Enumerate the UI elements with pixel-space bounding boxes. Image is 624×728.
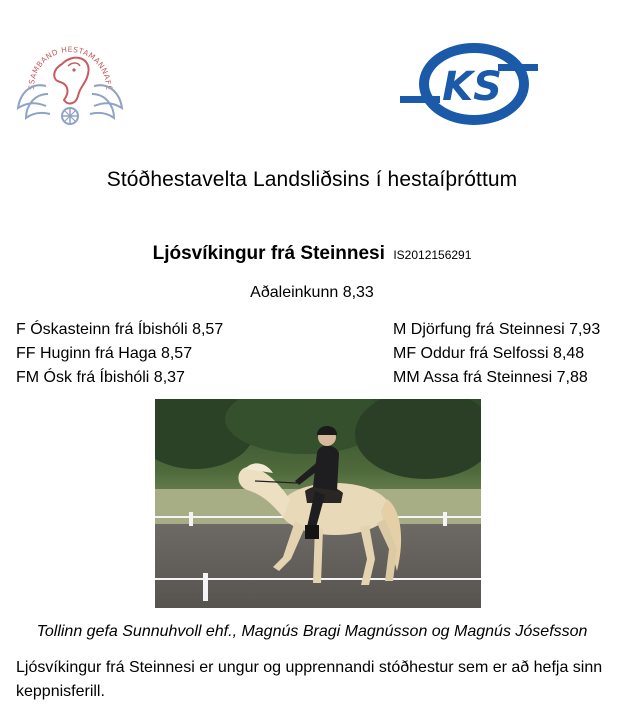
page-title: Stóðhestavelta Landsliðsins í hestaíþróttum: [106, 168, 518, 191]
seal-text: SSAMBAND HESTAMANNAFÉ: [26, 44, 114, 91]
horse-photo: [155, 399, 481, 608]
horse-heading: [0, 243, 624, 265]
horse-name: Ljósvíkingur frá Steinnesi: [152, 243, 385, 264]
pedigree-sire-side: [16, 318, 223, 390]
pedigree-dam-dam: MM Assa frá Steinnesi 7,88: [393, 369, 588, 386]
seal-icon: [12, 36, 128, 134]
pedigree-dam-sire: MF Oddur frá Selfossi 8,48: [393, 345, 585, 362]
pedigree-dam: M Djörfung frá Steinnesi 7,93: [393, 321, 601, 338]
pedigree-sire: F Óskasteinn frá Íbishóli 8,57: [16, 321, 224, 338]
ks-logo-text: KS: [442, 64, 502, 110]
ks-logo: [400, 42, 538, 126]
horse-description: Ljósvíkingur frá Steinnesi er ungur og upprennandi stóðhestur sem er að hefja sinn keppnisferill.: [16, 659, 603, 700]
horse-id: IS2012156291: [393, 248, 472, 262]
photo-caption: Tollinn gefa Sunnuhvoll ehf., Magnús Bragi Magnússon og Magnús Jósefsson: [36, 623, 588, 640]
pedigree-sire-dam: FM Ósk frá Íbishóli 8,37: [16, 369, 185, 386]
federation-logo: [12, 36, 128, 134]
pedigree-sire-sire: FF Huginn frá Haga 8,57: [16, 345, 193, 362]
pedigree-dam-side: [393, 318, 600, 390]
horse-and-rider-photo-icon: [155, 399, 481, 608]
main-score: Aðaleinkunn 8,33: [250, 284, 374, 301]
ks-logo-icon: [400, 42, 538, 126]
